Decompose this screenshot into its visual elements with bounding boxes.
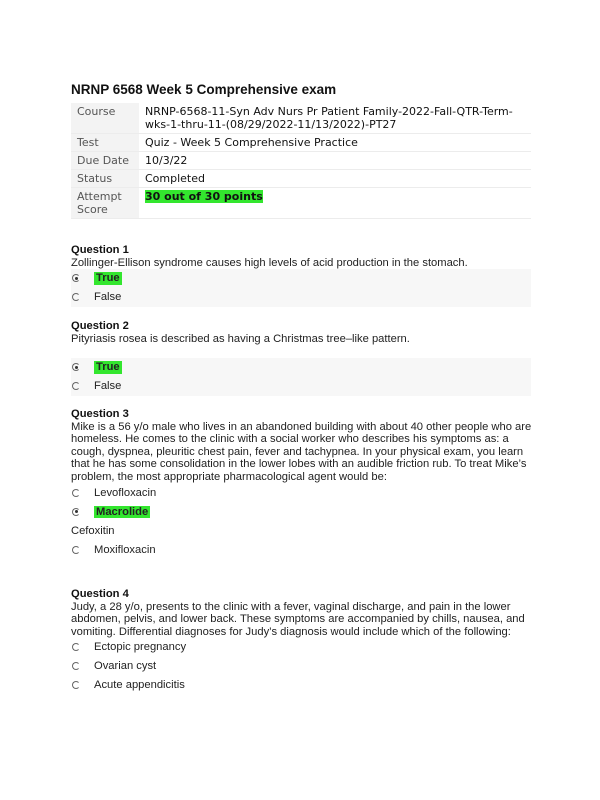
attempt-score-value-cell xyxy=(139,188,531,219)
radio-selected-icon[interactable] xyxy=(72,274,80,282)
attempt-score-value: 30 out of 30 points xyxy=(145,190,263,203)
answer-option[interactable] xyxy=(71,657,541,676)
attempt-label-line1: Attempt xyxy=(77,190,122,203)
radio-icon[interactable] xyxy=(72,662,80,670)
radio-selected-icon[interactable] xyxy=(72,363,80,371)
summary-row-attempt-score xyxy=(71,188,531,219)
status-value: Completed xyxy=(139,170,531,188)
question-text: Pityriasis rosea is described as having a Christmas tree–like pattern. xyxy=(71,332,410,345)
question-text: Zollinger-Ellison syndrome causes high levels of acid production in the stomach. xyxy=(71,256,468,269)
radio-icon[interactable] xyxy=(72,546,80,554)
answer-option[interactable] xyxy=(71,484,541,503)
radio-icon[interactable] xyxy=(72,643,80,651)
answer-option[interactable] xyxy=(71,676,541,695)
answer-option-label: False xyxy=(94,380,122,393)
answer-option-label: True xyxy=(96,272,120,285)
summary-row-test xyxy=(71,134,531,152)
course-value: NRNP-6568-11-Syn Adv Nurs Pr Patient Family-2022-Fall-QTR-Term-wks-1-thru-11-(08/29/2022-11/13/2022)-PT27 xyxy=(139,103,531,134)
summary-row-status xyxy=(71,170,531,188)
status-label: Status xyxy=(71,170,139,188)
answer-option[interactable] xyxy=(71,638,541,657)
answer-option[interactable] xyxy=(71,269,531,288)
radio-icon[interactable] xyxy=(72,293,80,301)
attempt-summary-table xyxy=(71,103,531,219)
test-label: Test xyxy=(71,134,139,152)
course-label: Course xyxy=(71,103,139,134)
answer-option-label: Acute appendicitis xyxy=(94,679,185,692)
question-title: Question 3 xyxy=(71,408,129,420)
answer-options xyxy=(71,358,531,396)
page-title: NRNP 6568 Week 5 Comprehensive exam xyxy=(71,82,337,97)
test-value: Quiz - Week 5 Comprehensive Practice xyxy=(139,134,531,152)
question-4 xyxy=(71,588,541,695)
summary-row-due-date xyxy=(71,152,531,170)
answer-option-label: Moxifloxacin xyxy=(94,543,156,556)
answer-option-label: False xyxy=(94,291,122,304)
answer-option[interactable] xyxy=(71,358,531,377)
summary-row-course xyxy=(71,103,531,134)
question-3 xyxy=(71,408,541,560)
question-text: Judy, a 28 y/o, presents to the clinic with a fever, vaginal discharge, and pain in the lower abdomen, pelvis, and lower back. These symptoms are accompanied by chills, nausea, and vomiting. Differential diagnoses for Judy’s diagnosis would include which of the following: xyxy=(71,600,525,638)
answer-option[interactable] xyxy=(71,503,541,522)
question-title: Question 1 xyxy=(71,244,129,256)
question-2 xyxy=(71,320,541,396)
answer-option-label: Levofloxacin xyxy=(94,486,157,499)
question-title: Question 2 xyxy=(71,320,129,332)
attempt-label-line2: Score xyxy=(77,203,108,216)
due-date-label: Due Date xyxy=(71,152,139,170)
question-1 xyxy=(71,244,541,307)
radio-icon[interactable] xyxy=(72,681,80,689)
radio-selected-icon[interactable] xyxy=(72,508,80,516)
answer-option-label: Macrolide xyxy=(96,505,149,518)
question-title: Question 4 xyxy=(71,588,129,600)
answer-option[interactable] xyxy=(71,288,531,307)
question-text: Mike is a 56 y/o male who lives in an abandoned building with about 40 other people who are homeless. He comes to the clinic with a social worker who describes his symptoms as: a cough, dyspnea, pleuritic chest pain, fever and tachypnea. In your physical exam, you learn that he has some consolidation in the lower lobes with an audible friction rub. To treat Mike’s problem, the most appropriate pharmacological agent would be: xyxy=(71,420,532,483)
answer-option-label: Cefoxitin xyxy=(71,524,115,537)
answer-option[interactable] xyxy=(71,541,541,560)
radio-icon[interactable] xyxy=(72,489,80,497)
attempt-score-label xyxy=(71,188,139,219)
due-date-value: 10/3/22 xyxy=(139,152,531,170)
radio-icon[interactable] xyxy=(72,382,80,390)
answer-option[interactable] xyxy=(71,522,541,541)
answer-option-label: Ectopic pregnancy xyxy=(94,641,187,654)
answer-option-label: Ovarian cyst xyxy=(94,660,157,673)
answer-options xyxy=(71,269,531,307)
answer-option[interactable] xyxy=(71,377,531,396)
answer-option-label: True xyxy=(96,361,120,374)
